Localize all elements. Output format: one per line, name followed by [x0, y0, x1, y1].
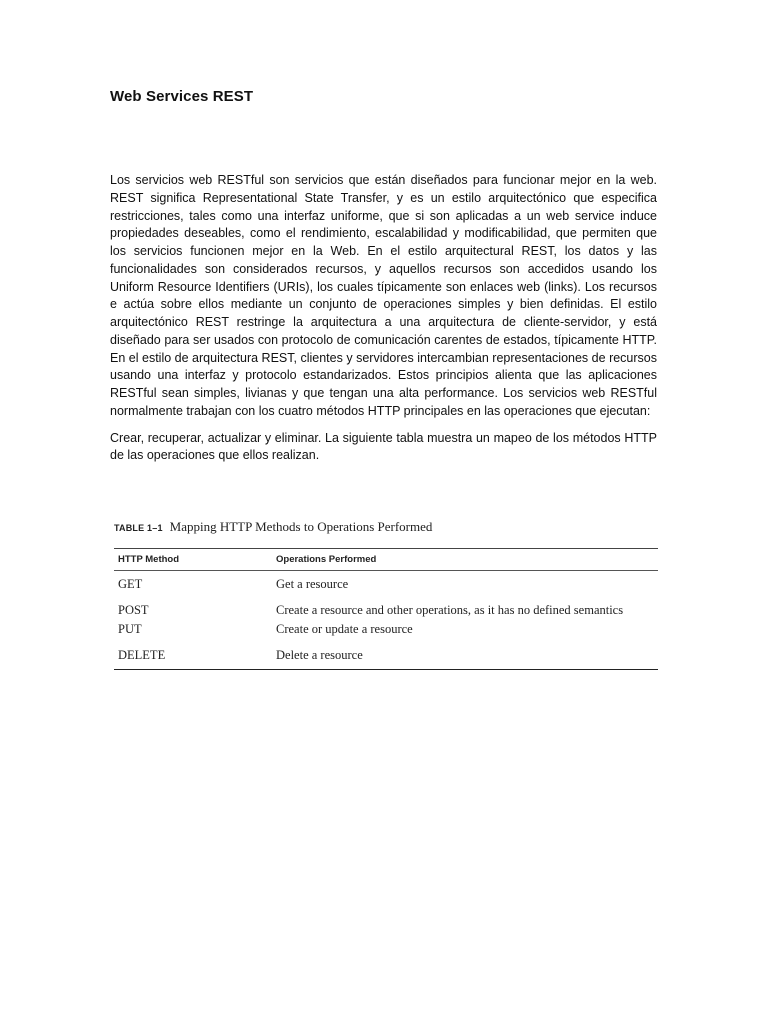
table-caption-text: Mapping HTTP Methods to Operations Performed	[169, 519, 433, 534]
table-row	[114, 646, 658, 665]
http-methods-table	[114, 548, 658, 670]
table-body	[114, 571, 658, 669]
table-row	[114, 575, 658, 594]
table-header-operation: Operations Performed	[276, 554, 377, 565]
table-cell-operation: Delete a resource	[276, 648, 363, 662]
paragraph-intro: Los servicios web RESTful son servicios que están diseñados para funcionar mejor en la web. REST significa Representational State Transfer, y es un estilo arquitectónico que especifica restricciones, tales como una interfaz uniforme, que si son aplicadas a un web service induce propiedades deseables, como el rendimiento, escalabilidad y modificabilidad, que permiten que los servicios funcionen mejor en la Web. En el estilo arquitectural REST, los datos y las funcionalidades son considerados recursos, y aquellos recursos son accedidos usando los Uniform Resource Identifiers (URIs), los cuales típicamente son enlaces web (links). Los recursos e actúa sobre ellos mediante un conjunto de operaciones simples y bien definidas. El estilo arquitectónico REST restringe la arquitectura a una arquitectura de cliente-servidor, y está diseñado para ser usados con protocolo de comunicación carentes de estados, típicamente HTTP. En el estilo de arquitectura REST, clientes y servidores intercambian representaciones de recursos usando una interfaz y protocolo estandarizados. Estos principios alienta que las aplicaciones RESTful sean simples, livianas y que tengan una alta performance. Los servicios web RESTful normalmente trabajan con los cuatro métodos HTTP principales en las operaciones que ejecutan:	[110, 173, 657, 418]
table-cell-method: PUT	[118, 622, 142, 636]
body-text	[110, 172, 657, 465]
table-header-method: HTTP Method	[118, 554, 180, 565]
paragraph-crud: Crear, recuperar, actualizar y eliminar. La siguiente tabla muestra un mapeo de los métodos HTTP de las operaciones que ellos realizan.	[110, 430, 657, 463]
table-caption-label: TABLE 1–1	[114, 523, 163, 533]
table-cell-method: GET	[118, 577, 143, 591]
table-row	[114, 620, 658, 639]
table-cell-method: DELETE	[118, 648, 166, 662]
page-title: Web Services REST	[110, 88, 254, 105]
table-cell-operation: Get a resource	[276, 577, 349, 591]
table-cell-operation: Create or update a resource	[276, 622, 413, 636]
table-caption	[114, 519, 432, 535]
table-row	[114, 601, 658, 620]
table-cell-operation: Create a resource and other operations, as it has no defined semantics	[276, 603, 624, 617]
table-cell-method: POST	[118, 603, 149, 617]
table-header-row	[114, 549, 658, 571]
